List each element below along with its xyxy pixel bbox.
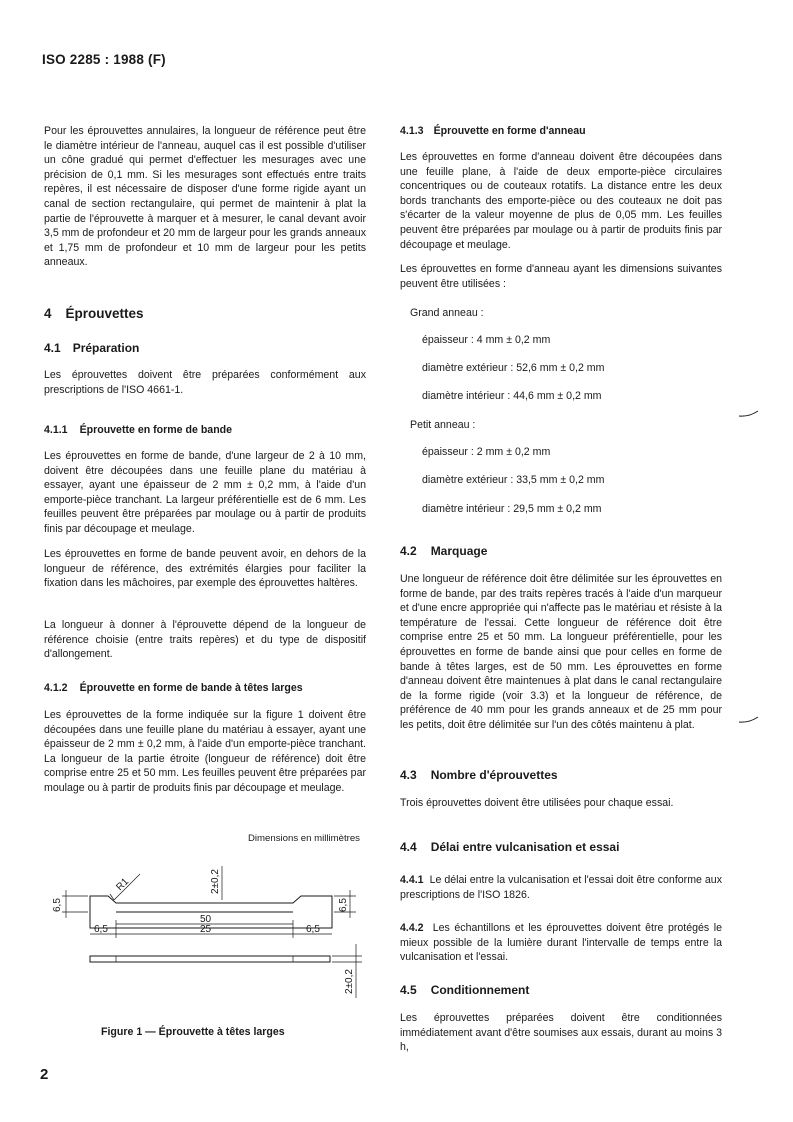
intro-paragraph: Pour les éprouvettes annulaires, la longueur de référence peut être le diamètre intérieur de l'anneau, auquel cas il est possible d'utiliser un cône gradué qui permet d'effectuer les mesurages avec une précision de 0,1 mm. Si les mesurages sont effectués entre traits repères, il est nécessaire de disposer d'une forme rigide ayant un canal de section rectangulaire, qui permet de maintenir à plat la partie de l'éprouvette à marquer et à mesurer, le canal devant avoir 3,5 mm de profondeur et 20 mm de largeur pour les grands anneaux et 1,75 mm de profondeur et 10 mm de largeur pour les petits anneaux.	[44, 125, 366, 269]
section-4-1-1-paragraph-3: La longueur à donner à l'éprouvette dépend de la longueur de référence choisie (entre traits repères) et du type de dispositif d'allongement.	[44, 619, 366, 661]
subsection-number: 4.4.2	[400, 922, 424, 934]
section-number: 4	[44, 306, 52, 321]
section-title: Éprouvette en forme de bande à têtes larges	[79, 682, 303, 694]
grand-anneau-item: épaisseur : 4 mm ± 0,2 mm	[422, 334, 551, 346]
label-length-50: 50	[200, 914, 212, 925]
section-4-3-heading	[400, 768, 558, 782]
label-thickness-bottom: 2±0,2	[344, 969, 355, 994]
section-title: Éprouvette en forme d'anneau	[433, 125, 586, 137]
subsection-number: 4.4.1	[400, 874, 424, 886]
section-4-1-1-heading	[44, 424, 232, 436]
section-4-1-3-paragraph-1: Les éprouvettes en forme d'anneau doivent être découpées dans une feuille plane, à l'aide de deux emporte-pièce circulaires concentriques ou de couteaux rotatifs. La distance entre les deux bords tranchants des emporte-pièce ou des couteaux ne doit pas s'écarter de la valeur moyenne de plus de 0,05 mm. Les feuilles peuvent être préparées par moulage ou à partir de produits finis par découpage et meulage.	[400, 151, 722, 251]
section-4-heading	[44, 306, 144, 321]
section-4-1-3-paragraph-2: Les éprouvettes en forme d'anneau ayant les dimensions suivantes peuvent être utilisées :	[400, 263, 722, 290]
section-4-1-1-paragraph-1: Les éprouvettes en forme de bande, d'une largeur de 2 à 10 mm, doivent être découpées dans une feuille plane du matériau à essayer, ayant une épaisseur de 2 mm ± 0,2 mm, à l'aide d'un emporte-pièce tranchant. La largeur préférentielle est de 6 mm. Les feuilles peuvent être préparées par moulage ou à partir de produits finis par découpage et meulage.	[44, 450, 366, 535]
section-4-1-1-paragraph-2: Les éprouvettes en forme de bande peuvent avoir, en dehors de la longueur de référence, des extrémités élargies pour faciliter la fixation dans les mâchoires, par exemple des éprouvettes haltères.	[44, 548, 366, 590]
grand-anneau-item: diamètre extérieur : 52,6 mm ± 0,2 mm	[422, 362, 605, 374]
section-number: 4.1.1	[44, 424, 68, 436]
section-title: Marquage	[430, 544, 488, 558]
petit-anneau-label: Petit anneau :	[410, 419, 476, 431]
section-4-4-2-paragraph	[400, 921, 722, 965]
section-4-5-heading	[400, 983, 529, 997]
label-width-left: 6,5	[52, 898, 63, 912]
subsection-text: Le délai entre la vulcanisation et l'essai doit être conforme aux prescriptions de l'ISO 1826.	[400, 874, 722, 901]
section-number: 4.1.3	[400, 125, 424, 137]
label-end-left: 6,5	[94, 924, 108, 935]
change-mark	[738, 716, 760, 724]
section-4-3-paragraph-1: Trois éprouvettes doivent être utilisées pour chaque essai.	[400, 797, 674, 809]
label-width-right: 6,5	[338, 898, 349, 912]
section-4-1-2-paragraph-1: Les éprouvettes de la forme indiquée sur la figure 1 doivent être découpées dans une feuille plane du matériau à essayer, ayant une épaisseur de 2 mm ± 0,2 mm, à l'aide d'un emporte-pièce tranchant. La longueur de la partie étroite (longueur de référence) doit être comprise entre 25 et 50 mm. Les feuilles peuvent être préparées par moulage ou à partir de produits finis par découpage et meulage.	[44, 709, 366, 794]
section-4-5-paragraph-1: Les éprouvettes préparées doivent être conditionnées immédiatement avant d'être soumises aux essais, durant au moins 3 h,	[400, 1012, 722, 1054]
section-4-4-1-paragraph	[400, 873, 722, 902]
section-4-2-paragraph-1: Une longueur de référence doit être délimitée sur les éprouvettes en forme de bande, par des traits repères tracés à l'aide d'un marqueur et d'une encre appropriée qui n'affecte pas le matériau et résiste à la température de l'essai. Cette longueur de référence doit être comprise entre 25 et 50 mm. La longueur préférentielle, pour les éprouvettes en forme de bande ainsi que pour celles en forme de bande à têtes larges, est de 50 mm. Les éprouvettes en forme d'anneau doivent être maintenues à plat dans le canal rectangulaire de la forme rigide (voir 3.3) et la longueur de référence, de préférence de 40 mm pour les grands anneaux et de 25 mm pour les petits, doit être délimitée sur l'un des côtés maintenu à plat.	[400, 573, 722, 731]
section-number: 4.3	[400, 768, 417, 782]
grand-anneau-item: diamètre intérieur : 44,6 mm ± 0,2 mm	[422, 390, 602, 402]
petit-anneau-item: épaisseur : 2 mm ± 0,2 mm	[422, 446, 551, 458]
petit-anneau-item: diamètre intérieur : 29,5 mm ± 0,2 mm	[422, 503, 602, 515]
section-number: 4.1.2	[44, 682, 68, 694]
section-number: 4.4	[400, 840, 417, 854]
section-title: Nombre d'éprouvettes	[430, 768, 558, 782]
specimen-side-view	[90, 956, 330, 962]
section-title: Éprouvettes	[65, 306, 144, 321]
petit-anneau-item: diamètre extérieur : 33,5 mm ± 0,2 mm	[422, 474, 605, 486]
subsection-text: Les échantillons et les éprouvettes doivent être protégés le mieux possible de la lumière durant l'intervalle de temps entre la vulcanisation et l'essai.	[400, 922, 722, 964]
section-title: Éprouvette en forme de bande	[79, 424, 233, 436]
page-number: 2	[40, 1066, 49, 1083]
label-length-25: 25	[200, 924, 212, 935]
label-radius: R1	[114, 876, 132, 894]
section-4-2-heading	[400, 544, 487, 558]
section-title: Délai entre vulcanisation et essai	[430, 840, 620, 854]
section-4-1-3-heading	[400, 125, 586, 137]
section-4-4-heading	[400, 840, 619, 854]
figure-1-caption: Figure 1 — Éprouvette à têtes larges	[101, 1026, 285, 1038]
label-thickness-top: 2±0,2	[210, 869, 221, 894]
section-4-1-2-heading	[44, 682, 303, 694]
dimensions-note: Dimensions en millimètres	[248, 833, 360, 844]
section-number: 4.1	[44, 341, 61, 355]
change-mark	[738, 410, 760, 418]
section-number: 4.5	[400, 983, 417, 997]
section-4-1-text: Les éprouvettes doivent être préparées conformément aux prescriptions de l'ISO 4661-1.	[44, 369, 366, 396]
section-4-1-heading	[44, 341, 139, 355]
section-number: 4.2	[400, 544, 417, 558]
section-title: Préparation	[72, 341, 140, 355]
section-title: Conditionnement	[430, 983, 530, 997]
document-header: ISO 2285 : 1988 (F)	[42, 52, 166, 67]
figure-1-drawing	[40, 856, 370, 1006]
label-end-right: 6,5	[306, 924, 320, 935]
grand-anneau-label: Grand anneau :	[410, 307, 484, 319]
